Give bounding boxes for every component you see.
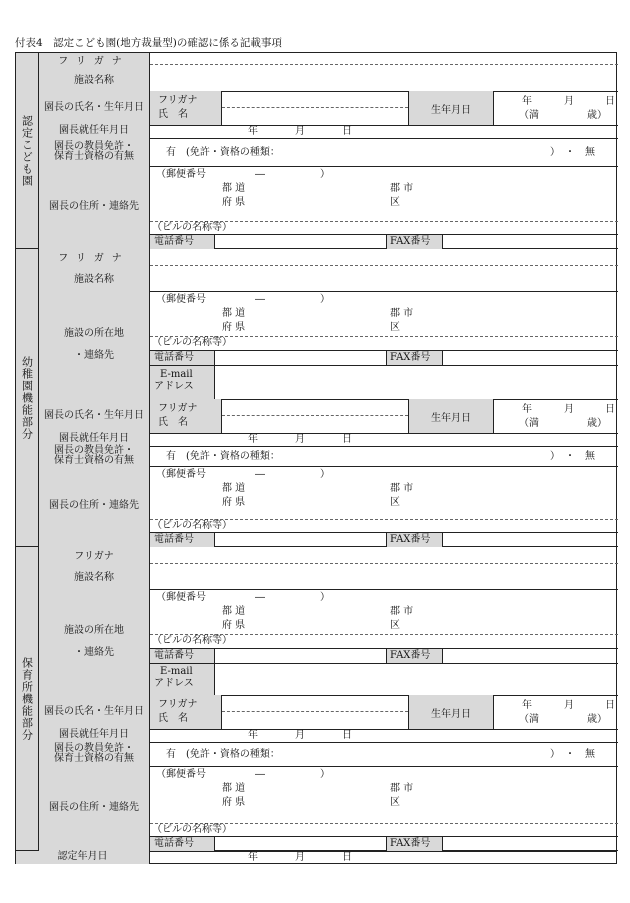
license-label-2: 保育士資格の有無 [54, 151, 134, 162]
todo-label: 都 道 [222, 308, 246, 319]
license-no: ） ・ 無 [550, 451, 595, 462]
email-label-1: E-mail [160, 666, 193, 677]
gunshi-label: 郡 市 [390, 183, 414, 194]
age-open: （満 [519, 418, 539, 429]
building-label: （ビルの名称等） [152, 824, 232, 835]
postal-dash: ― [255, 769, 265, 780]
facility-name-label [39, 53, 150, 91]
postal-close: ） [320, 169, 330, 180]
age-close: 歳） [587, 110, 607, 121]
phone-label: 電話番号 [154, 352, 194, 363]
director-license-label [39, 742, 150, 766]
building-label: （ビルの名称等） [152, 222, 232, 233]
shimei-label: 氏 名 [158, 109, 188, 120]
section-label [16, 547, 39, 850]
todo-label: 都 道 [222, 483, 246, 494]
age-close: 歳） [587, 714, 607, 725]
approval-day: 日 [342, 852, 352, 863]
facility-location-label [39, 589, 150, 695]
director-license-row [39, 446, 618, 466]
director-license-input[interactable] [150, 446, 618, 466]
director-name-row [39, 91, 618, 125]
fuken-label: 府 県 [222, 197, 246, 208]
furigana-label: フリガナ [74, 551, 114, 563]
license-label-1: 園長の教員免許・ [54, 140, 134, 152]
director-address-row [39, 166, 618, 249]
furigana-small: フリガナ [158, 403, 198, 414]
start-year: 年 [248, 434, 258, 445]
director-start-label: 園長就任年月日 [39, 729, 150, 742]
director-name-input[interactable] [222, 399, 408, 433]
facility-name-text: 施設名称 [74, 572, 114, 584]
fax-label: FAX番号 [390, 838, 431, 849]
facility-name-text: 施設名称 [74, 274, 114, 286]
director-address-input[interactable] [150, 766, 618, 851]
dob-day: 日 [605, 404, 615, 415]
license-no: ） ・ 無 [550, 147, 595, 158]
ku-label: 区 [390, 497, 400, 508]
fax-label: FAX番号 [390, 650, 431, 661]
section-title: 保育所機能部分 [20, 656, 34, 741]
director-address-row [39, 466, 618, 547]
start-year: 年 [248, 126, 258, 137]
location-label-2: ・連絡先 [74, 647, 114, 658]
license-yes: 有 (免許・資格の種類： [166, 749, 280, 760]
section-title: 認定こども園 [20, 114, 34, 187]
director-start-label: 園長就任年月日 [39, 433, 150, 446]
gunshi-label: 郡 市 [390, 308, 414, 319]
dob-year: 年 [522, 404, 532, 415]
section-label [16, 53, 39, 248]
director-name-input[interactable] [222, 695, 408, 729]
section-hoikusho [16, 547, 618, 851]
director-start-input[interactable] [150, 125, 618, 138]
dob-label: 生年月日 [408, 695, 494, 729]
location-label-1: 施設の所在地 [64, 327, 124, 339]
section-title: 幼稚園機能部分 [20, 355, 34, 440]
furigana-small: フリガナ [158, 699, 198, 710]
postal-label: （郵便番号 [156, 769, 206, 780]
director-start-row [39, 729, 618, 742]
director-license-input[interactable] [150, 742, 618, 766]
license-label-1: 園長の教員免許・ [54, 742, 134, 754]
fax-label: FAX番号 [390, 236, 431, 247]
form-title: 付表4 認定こども園(地方裁量型)の確認に係る記載事項 [15, 37, 282, 49]
director-start-row [39, 125, 618, 138]
director-address-label: 園長の住所・連絡先 [39, 166, 150, 249]
approval-month: 月 [295, 852, 305, 863]
furigana-small: フリガナ [158, 95, 198, 106]
facility-location-input[interactable] [150, 291, 618, 399]
start-month: 月 [295, 434, 305, 445]
phone-label: 電話番号 [154, 838, 194, 849]
director-license-input[interactable] [150, 138, 618, 166]
phone-label: 電話番号 [154, 236, 194, 247]
ku-label: 区 [390, 797, 400, 808]
dob-year: 年 [522, 96, 532, 107]
dob-month: 月 [564, 700, 574, 711]
postal-close: ） [320, 592, 330, 603]
dob-label: 生年月日 [408, 91, 494, 125]
dob-day: 日 [605, 96, 615, 107]
facility-location-input[interactable] [150, 589, 618, 695]
director-start-label: 園長就任年月日 [39, 125, 150, 138]
postal-close: ） [320, 769, 330, 780]
director-name-input[interactable] [222, 91, 408, 125]
section-label [16, 249, 39, 546]
approval-year: 年 [248, 852, 258, 863]
director-license-row [39, 138, 618, 166]
facility-name-input[interactable] [150, 547, 618, 589]
approval-date-row [16, 851, 618, 864]
approval-date-input[interactable] [150, 851, 618, 864]
director-name-row [39, 399, 618, 433]
facility-name-row [39, 53, 618, 91]
facility-name-row [39, 249, 618, 291]
director-address-label: 園長の住所・連絡先 [39, 466, 150, 547]
dob-month: 月 [564, 96, 574, 107]
email-label-1: E-mail [160, 369, 193, 380]
postal-label: （郵便番号 [156, 294, 206, 305]
age-close: 歳） [587, 418, 607, 429]
gunshi-label: 郡 市 [390, 483, 414, 494]
fuken-label: 府 県 [222, 797, 246, 808]
fax-label: FAX番号 [390, 534, 431, 545]
postal-label: （郵便番号 [156, 469, 206, 480]
director-address-row [39, 766, 618, 851]
dob-day: 日 [605, 700, 615, 711]
facility-name-row [39, 547, 618, 589]
director-address-input[interactable] [150, 466, 618, 547]
start-day: 日 [342, 434, 352, 445]
director-name-label: 園長の氏名・生年月日 [39, 91, 150, 125]
license-label-1: 園長の教員免許・ [54, 444, 134, 456]
dob-month: 月 [564, 404, 574, 415]
director-license-label [39, 446, 150, 466]
postal-dash: ― [255, 469, 265, 480]
facility-location-label [39, 291, 150, 399]
location-label-2: ・連絡先 [74, 350, 114, 361]
ku-label: 区 [390, 197, 400, 208]
director-start-input[interactable] [150, 729, 618, 742]
form-table [15, 52, 617, 864]
email-label-2: アドレス [154, 381, 194, 392]
phone-label: 電話番号 [154, 534, 194, 545]
dob-year: 年 [522, 700, 532, 711]
director-name-row [39, 695, 618, 729]
furigana-label: フリガナ [58, 56, 130, 68]
furigana-label: フリガナ [58, 253, 130, 265]
age-open: （満 [519, 714, 539, 725]
location-label-1: 施設の所在地 [64, 624, 124, 636]
director-address-label: 園長の住所・連絡先 [39, 766, 150, 851]
director-license-row [39, 742, 618, 766]
postal-label: （郵便番号 [156, 169, 206, 180]
license-no: ） ・ 無 [550, 749, 595, 760]
director-license-label [39, 138, 150, 166]
postal-dash: ― [255, 169, 265, 180]
building-label: （ビルの名称等） [152, 520, 232, 531]
director-name-label: 園長の氏名・生年月日 [39, 399, 150, 433]
shimei-label: 氏 名 [158, 713, 188, 724]
gunshi-label: 郡 市 [390, 783, 414, 794]
postal-dash: ― [255, 294, 265, 305]
shimei-label: 氏 名 [158, 417, 188, 428]
start-month: 月 [295, 126, 305, 137]
todo-label: 都 道 [222, 783, 246, 794]
approval-date-label: 認定年月日 [16, 851, 150, 864]
license-yes: 有 (免許・資格の種類： [166, 451, 280, 462]
section-youchien [16, 249, 618, 547]
gunshi-label: 郡 市 [390, 606, 414, 617]
phone-label: 電話番号 [154, 650, 194, 661]
age-open: （満 [519, 110, 539, 121]
ku-label: 区 [390, 620, 400, 631]
license-label-2: 保育士資格の有無 [54, 455, 134, 466]
start-day: 日 [342, 730, 352, 741]
fuken-label: 府 県 [222, 497, 246, 508]
postal-label: （郵便番号 [156, 592, 206, 603]
building-label: （ビルの名称等） [152, 337, 232, 348]
fuken-label: 府 県 [222, 322, 246, 333]
director-name-label: 園長の氏名・生年月日 [39, 695, 150, 729]
fuken-label: 府 県 [222, 620, 246, 631]
director-start-input[interactable] [150, 433, 618, 446]
todo-label: 都 道 [222, 183, 246, 194]
building-label: （ビルの名称等） [152, 635, 232, 646]
section-nintei [16, 53, 618, 249]
email-label-2: アドレス [154, 678, 194, 689]
ku-label: 区 [390, 322, 400, 333]
start-year: 年 [248, 730, 258, 741]
dob-label: 生年月日 [408, 399, 494, 433]
postal-dash: ― [255, 592, 265, 603]
facility-location-row [39, 291, 618, 399]
postal-close: ） [320, 294, 330, 305]
start-day: 日 [342, 126, 352, 137]
facility-name-text: 施設名称 [74, 75, 114, 87]
facility-name-label [39, 547, 150, 589]
fax-label: FAX番号 [390, 352, 431, 363]
facility-location-row [39, 589, 618, 695]
license-yes: 有 (免許・資格の種類： [166, 147, 280, 158]
todo-label: 都 道 [222, 606, 246, 617]
start-month: 月 [295, 730, 305, 741]
facility-name-input[interactable] [150, 249, 618, 291]
facility-name-label [39, 249, 150, 291]
postal-close: ） [320, 469, 330, 480]
facility-name-input[interactable] [150, 53, 618, 91]
director-address-input[interactable] [150, 166, 618, 249]
license-label-2: 保育士資格の有無 [54, 753, 134, 764]
